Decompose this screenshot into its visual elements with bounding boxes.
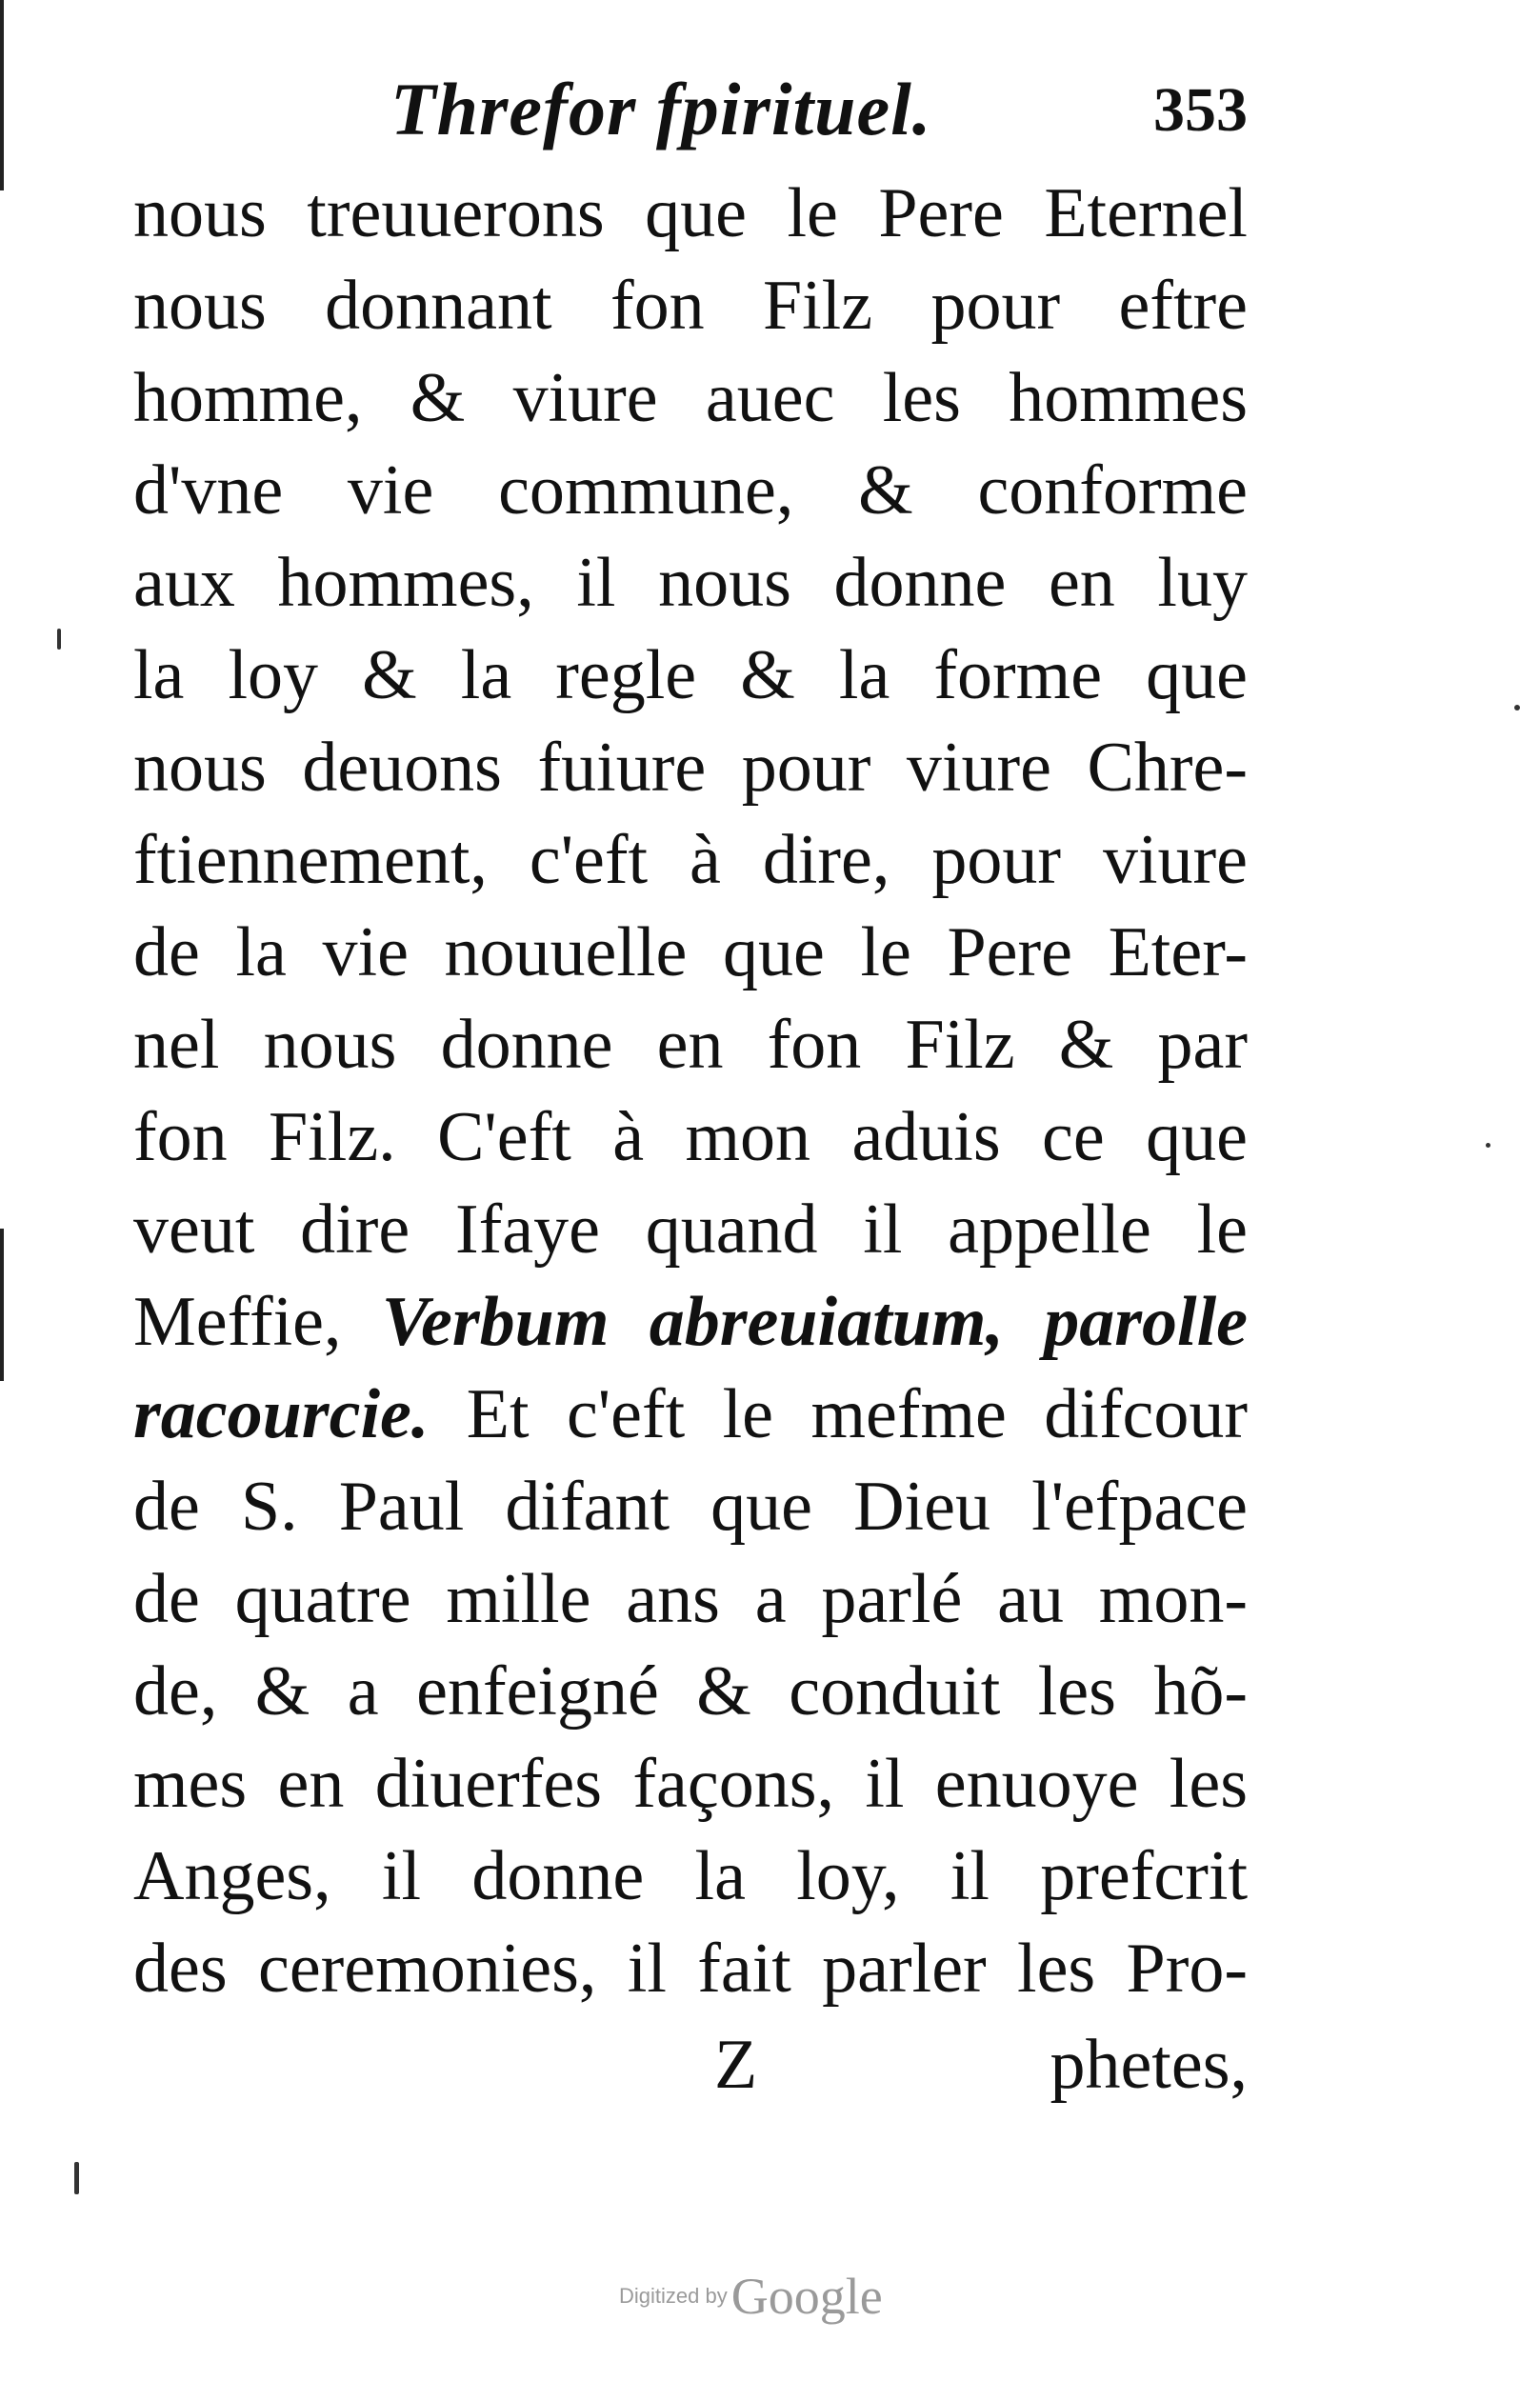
text-line: mes en diuerfes façons, il enuoye les — [133, 1745, 1248, 1823]
text-line: Anges, il donne la loy, il prefcrit — [133, 1837, 1248, 1915]
text-line-with-italic — [133, 1276, 1248, 1369]
text-line: homme, & viure auec les hommes — [133, 359, 1248, 437]
text-line: des ceremonies, il fait parler les Pro- — [133, 1930, 1248, 2008]
google-logo: Google — [730, 2268, 883, 2325]
page-edge-mark — [0, 1229, 4, 1381]
digitization-watermark — [619, 2267, 883, 2326]
ink-speck — [57, 629, 61, 650]
text-line: la loy & la regle & la forme que — [133, 636, 1248, 714]
text-line: veut dire Ifaye quand il appelle le — [133, 1190, 1248, 1269]
ink-speck — [1486, 1143, 1490, 1148]
text-line: d'vne vie commune, & conforme — [133, 451, 1248, 530]
text-segment: Meffie, — [133, 1283, 382, 1361]
text-line: nous treuuerons que le Pere Eternel — [133, 174, 1248, 252]
running-title: Threfor fpirituel. — [390, 68, 932, 150]
italic-quotation: Verbum abreuiatum, parolle — [381, 1283, 1248, 1361]
text-line: aux hommes, il nous donne en luy — [133, 544, 1248, 622]
ink-speck — [74, 2162, 79, 2194]
text-line: de quatre mille ans a parlé au mon- — [133, 1560, 1248, 1638]
text-line: fon Filz. C'eft à mon aduis ce que — [133, 1098, 1248, 1176]
text-line-with-italic — [133, 1369, 1248, 1461]
page-number: 353 — [1153, 75, 1248, 145]
text-line: nous deuons fuiure pour viure Chre- — [133, 729, 1248, 807]
page-edge-mark — [0, 0, 4, 190]
text-line: nel nous donne en fon Filz & par — [133, 1006, 1248, 1084]
page-footer — [133, 2019, 1248, 2124]
text-line: de S. Paul difant que Dieu l'efpace — [133, 1468, 1248, 1546]
signature-mark: Z — [714, 2026, 758, 2104]
italic-quotation: racourcie. — [133, 1375, 430, 1453]
text-line: de la vie nouuelle que le Pere Eter- — [133, 913, 1248, 991]
text-line: de, & a enfeigné & conduit les hõ- — [133, 1652, 1248, 1731]
catchword: phetes, — [1050, 2026, 1248, 2104]
body-text — [133, 168, 1248, 2015]
watermark-prefix: Digitized by — [619, 2284, 728, 2308]
text-segment: Et c'eft le mefme difcour — [429, 1375, 1248, 1453]
text-line: nous donnant fon Filz pour eftre — [133, 267, 1248, 345]
ink-speck — [1514, 705, 1520, 710]
page-header — [133, 67, 1248, 162]
text-line: ftiennement, c'eft à dire, pour viure — [133, 821, 1248, 899]
